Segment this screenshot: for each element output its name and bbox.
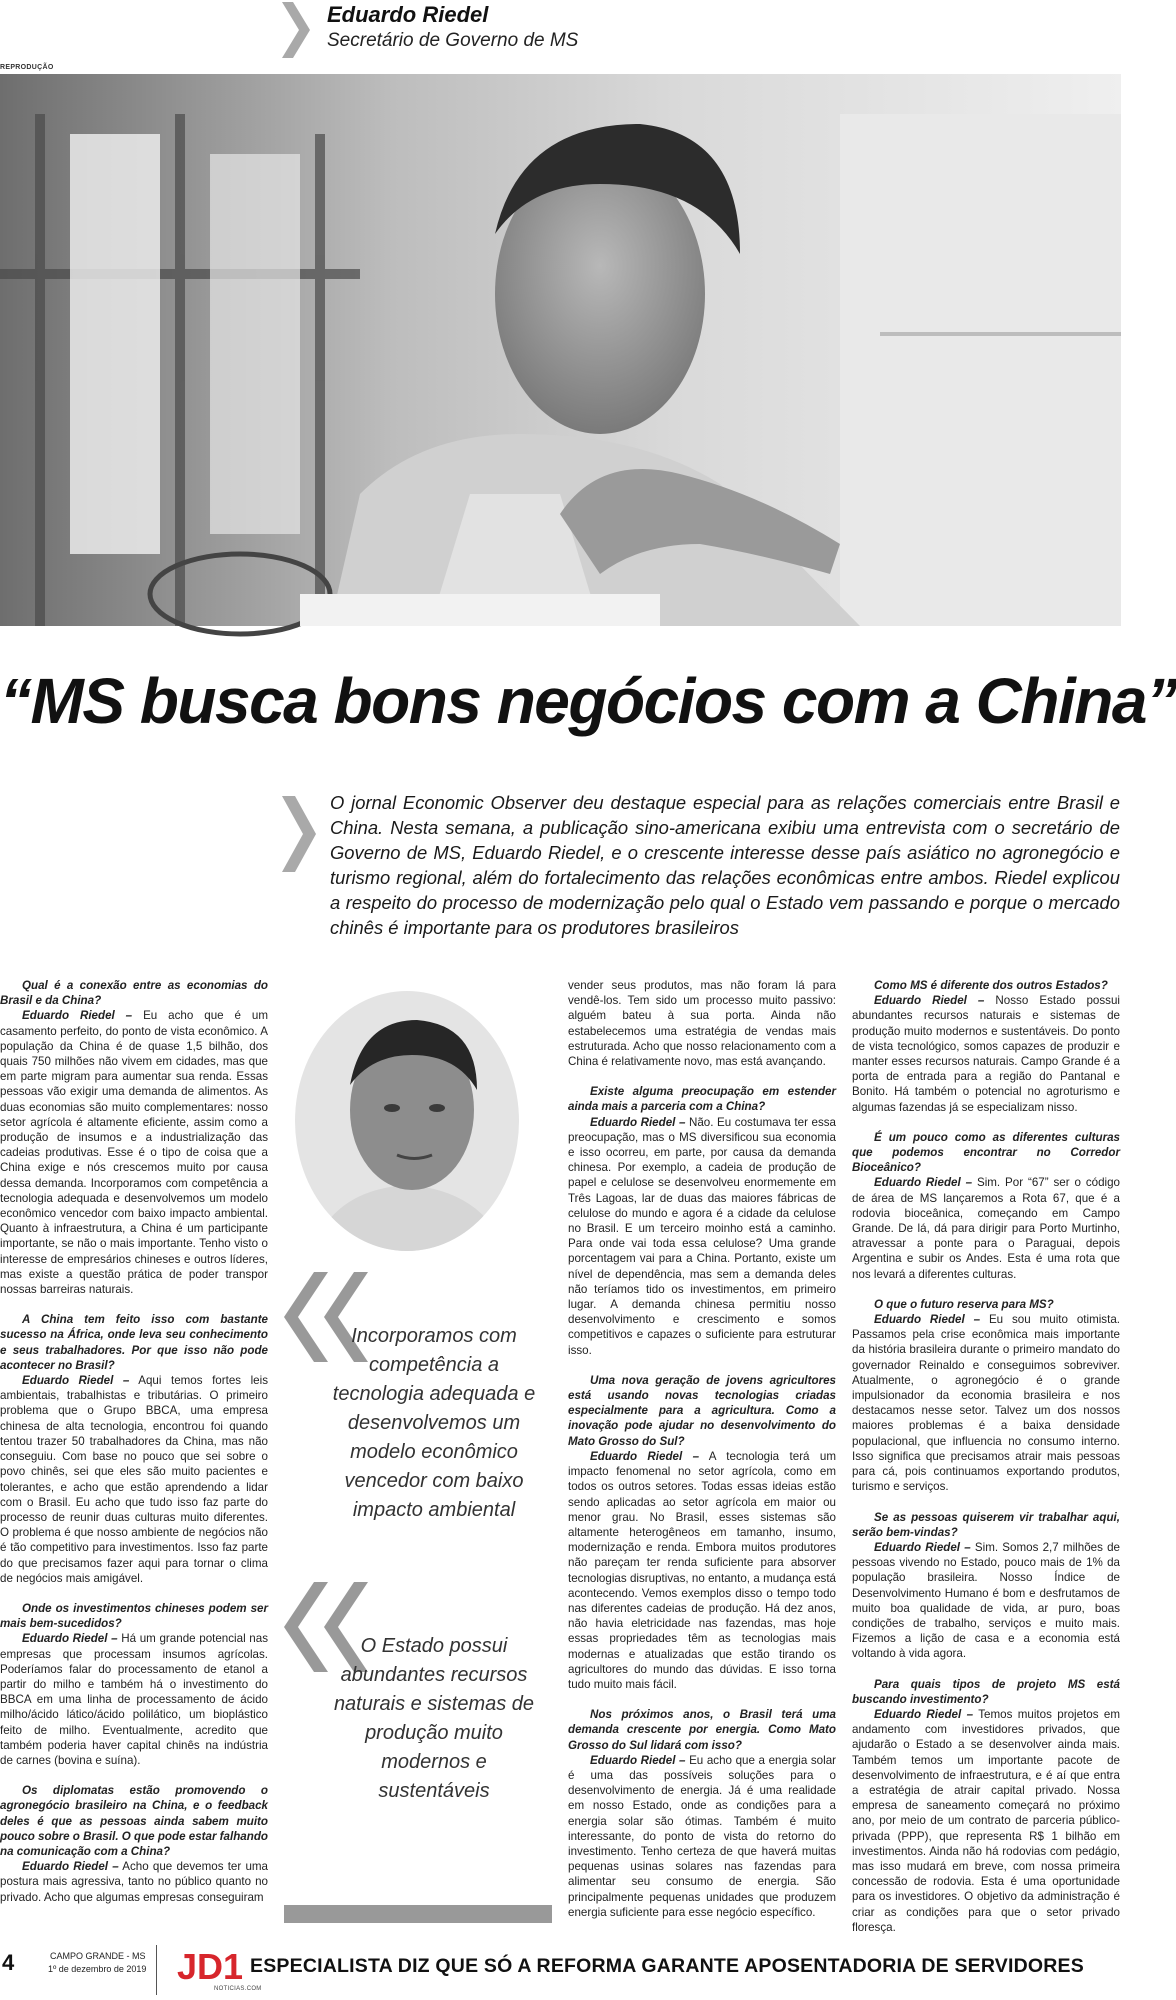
speaker-label: Eduardo Riedel –	[874, 1540, 971, 1554]
answer	[0, 1859, 268, 1905]
chevron-icon	[282, 2, 310, 58]
portrait-photo	[292, 990, 522, 1252]
answer	[852, 1540, 1120, 1662]
question: Os diplomatas estão promovendo o agronegócio brasileiro na China, e o feedback deles é que as pessoas ainda sabem muito pouco sobre o Brasil. O que pode estar falhando na comunicação com a China?	[0, 1784, 268, 1858]
answer	[852, 1175, 1120, 1281]
divider-bar	[284, 1905, 552, 1923]
answer	[852, 1312, 1120, 1494]
answer-text: Não. Eu costumava ter essa preocupação, mas o MS diversificou sua economia e isso ocorreu, em parte, por causa da demanda chinesa. Por exemplo, a cadeia de produção de papel e celulose se desenvolveu enormemente em Três Lagoas, lar de duas das maiores fábricas de celulose do mundo e agora é a cidade da celulose no Brasil. E um terceiro moinho está a caminho. Para onde vai toda essa celulose? Uma grande porcentagem vai para a China. Portanto, existe um nível de dependência, mas sem a demanda deles não teríamos tido os investimentos, em primeiro lugar. A demanda chinesa permitiu nosso desenvolvimento e crescimento e somos competitivos e capazes o suficiente para estruturar isso.	[568, 1115, 837, 1357]
speaker-label: Eduardo Riedel –	[590, 1115, 686, 1129]
footer-headline: ESPECIALISTA DIZ QUE SÓ A REFORMA GARANTE APOSENTADORIA DE SERVIDORES	[250, 1955, 1084, 1977]
chevron-icon	[282, 796, 316, 872]
answer-text: Sim. Somos 2,7 milhões de pessoas vivendo no Estado, pouco mais de 1% da população brasileira. Nosso Índice de Desenvolvimento Humano é bom e desfrutamos de muito boa qualidade de vida, ar puro, boas condições de trabalho, serviços e muito mais. Fizemos a lição de casa e a economia está voltando à vida agora.	[852, 1540, 1120, 1661]
pull-quote: Incorporamos com competência a tecnologia adequada e desenvolvemos um modelo econômico vencedor com baixo impacto ambiental	[332, 1325, 536, 1521]
answer	[568, 1115, 836, 1358]
question: É um pouco como as diferentes culturas que podemos encontrar no Corredor Bioceânico?	[852, 1130, 1120, 1175]
svg-text:JD1: JD1	[177, 1946, 244, 1987]
speaker-label: Eduardo Riedel –	[874, 1313, 981, 1327]
answer	[568, 1449, 836, 1692]
footer-city: CAMPO GRANDE - MS	[50, 1951, 146, 1961]
lead-paragraph: O jornal Economic Observer deu destaque especial para as relações comerciais entre Brasil e China. Nesta semana, a publicação sino-americana exibiu uma entrevista com o secretário de Governo de MS, Eduardo Riedel, e o crescente interesse desse país asiático no agronegócio e turismo regional, além do fortalecimento das relações econômicas entre ambos. Riedel explicou a respeito do processo de modernização pelo qual o Estado vem passando e porque o mercado chinês é importante para os produtores brasileiros	[330, 792, 1120, 938]
answer	[568, 1753, 836, 1920]
speaker-label: Eduardo Riedel –	[874, 1707, 974, 1721]
speaker-label: Eduardo Riedel –	[22, 1374, 130, 1388]
speaker-label: Eduardo Riedel –	[590, 1449, 700, 1463]
speaker-label: Eduardo Riedel –	[22, 1009, 133, 1023]
answer-continued: vender seus produtos, mas não foram lá para vendê-los. Tem sido um processo muito passivo: alguém bateu à sua porta. Ainda não estabelecemos uma estratégia de vendas mais estruturada. Acho que nosso relacionamento com a China é relativamente novo, mas está avançando.	[568, 979, 836, 1069]
question: Qual é a conexão entre as economias do Brasil e da China?	[0, 979, 268, 1008]
answer-text: Sim. Por “67” ser o código de área de MS lançaremos a Rota 67, que é a rodovia bioceânica, começando em Campo Grande. De lá, dá para dirigir para Porto Murtinho, atravessar a ponte para o Paraguai, depois Argentina e subir os Andes. Esta é uma rota que nos levará a diferentes culturas.	[852, 1176, 1121, 1281]
page-number: 4	[2, 1950, 15, 1975]
answer-text: Aqui temos fortes leis ambientais, trabalhistas e tributárias. O primeiro problema que o Grupo BBCA, uma empresa chinesa de alta tecnologia, encontrou foi quando tentou trazer 50 trabalhadores da China, mas não conseguiu. Com base no pouco que sei sobre o povo chinês, sei que eles são muito pacientes e tolerantes, e acho que estão aprendendo a lidar com o Brasil. Eu acho que tudo isso faz parte do processo de reunir duas culturas muito diferentes. O problema é que nosso ambiente de negócios não é tão competitivo para investimentos. Isso faz parte do que precisamos fazer aqui para tornar o clima de negócios mais amigável.	[0, 1374, 268, 1585]
hero-photo	[0, 74, 1121, 626]
interviewee-name: Eduardo Riedel	[327, 2, 489, 27]
answer-text: Nosso Estado possui abundantes recursos naturais e sistemas de produção muito modernos e sustentáveis. Do ponto de vista tecnológico, somos capazes de produzir e manter esses recursos naturais. Campo Grande é a porta de entrada para a região do Pantanal e Bonito. Há também o potencial no agroturismo e algumas fazendas já se especializam nisso.	[852, 994, 1120, 1114]
answer-text: Acho que devemos ter uma postura mais agressiva, tanto no público quanto no privado. Acho que algumas empresas conseguiram	[0, 1860, 269, 1904]
question: Nos próximos anos, o Brasil terá uma demanda crescente por energia. Como Mato Grosso do Sul lidará com isso?	[568, 1708, 836, 1752]
speaker-label: Eduardo Riedel –	[874, 1176, 973, 1190]
answer	[0, 1373, 268, 1586]
answer	[0, 1008, 268, 1297]
answer-text: A tecnologia terá um impacto fenomenal no setor agrícola, como em todos os outros setores. Todas essas ideias estão sendo aplicadas ao setor agrícola em maior ou menor grau. No Brasil, esses sistemas são altamente heterogêneos em tamanho, insumo, modernização e renda. Embora muitos produtores não pareçam ter renda suficiente para absorver tecnologias disruptivas, no entanto, a mudança está acontecendo. Vemos exemplos disso o tempo todo nas diferentes cadeias de produção. Há dez anos, não havia eletricidade nas fazendas, mas hoje essas propriedades têm as tecnologias mais modernas e atualizadas que estão tirando os agricultores do mundo das dúvidas. E isso torna tudo muito mais fácil.	[568, 1449, 836, 1691]
interviewee-role: Secretário de Governo de MS	[327, 30, 579, 51]
article-column-4	[852, 978, 1120, 1935]
article-column-1	[0, 978, 268, 1905]
answer-text: Eu sou muito otimista. Passamos pela crise econômica mais importante da história brasileira durante o primeiro mandato do governador Reinaldo e conseguimos sobreviver. Atualmente, o agronegócio é o grande impulsionador da economia brasileira e nos destacamos nesse setor. Talvez um dos nossos maiores problemas é a baixa densidade populacional, que influencia no consumo interno. Isso significa que precisamos atrair mais pessoas para cá, pois continuamos exportando produtos, turismo e serviços.	[852, 1313, 1120, 1494]
question: Existe alguma preocupação em estender ainda mais a parceria com a China?	[568, 1085, 836, 1114]
article-column-3	[568, 978, 836, 1920]
speaker-label: Eduardo Riedel –	[22, 1860, 119, 1874]
question: O que o futuro reserva para MS?	[874, 1297, 1054, 1311]
answer-text: Há um grande potencial nas empresas que processam insumos agrícolas. Poderíamos falar do processamento de etanol a partir do milho e também há o investimento do BBCA em uma linha de processamento de ácido milho/ácido lático/ácido polilático, um bioplástico feito de milho. Eventualmente, acredito que também poderia haver capital chinês na indústria de carnes (bovina e suína).	[0, 1632, 269, 1767]
answer	[852, 1707, 1120, 1935]
question: A China tem feito isso com bastante sucesso na África, onde leva seu conhecimento e seus trabalhadores. Por que isso não pode acontecer no Brasil?	[0, 1313, 268, 1372]
headline: “MS busca bons negócios com a China”	[0, 665, 1176, 737]
answer-text: Temos muitos projetos em andamento com investidores privados, que ajudarão o Estado a se desenvolver ainda mais. Também temos um importante pacote de desenvolvimento de infraestrutura, e é aí que entra a estratégia de atrair capital privado. Nossa empresa de saneamento começará no próximo ano, por meio de um contrato de parceria público-privada (PPP), que representa R$ 1 bilhão em investimentos. Ainda não há rodovias com pedágio, mas isso mudará em breve, com nossa primeira concessão de rodovia. Esta é uma oportunidade para os investidores. O objetivo da administração é criar as condições para que o setor privado floresça.	[852, 1707, 1121, 1934]
speaker-label: Eduardo Riedel –	[590, 1753, 686, 1767]
logo-subtitle: NOTICIAS.COM	[214, 1986, 262, 1992]
question: Para quais tipos de projeto MS está buscando investimento?	[852, 1677, 1120, 1706]
answer-text: Eu acho que é um casamento perfeito, do ponto de vista econômico. A população da China é de quase 1,5 bilhão, dos quais 750 milhões não vivem em cidades, mas que em parte migram para aumentar sua renda. Essas pessoas vão exigir uma demanda de alimentos. As duas economias são muito complementares: nosso setor agrícola é altamente eficiente, assim como a produção de insumos e a industrialização das cadeias produtivas. Esse é o tipo de coisa que a China exige e nós crescemos muito por causa dessa demanda. Incorporamos com competência a tecnologia adequada e desenvolvemos um modelo econômico vencedor com baixo impacto ambiental. Quanto à infraestrutura, a China é um participante importante, se não o mais importante. Tenho visto o interesse de empresários chineses e outros líderes, mas existe a questão prática de poder transpor nossas barreiras naturais.	[0, 1009, 268, 1297]
question: Se as pessoas quiserem vir trabalhar aqui, serão bem-vindas?	[852, 1510, 1120, 1539]
answer-text: Eu acho que a energia solar é uma das possíveis soluções para o desenvolvimento de energia. Já é uma realidade em nosso Estado, onde as condições para a energia solar são ótimas. Também é muito interessante, do ponto de vista do retorno do investimento. Tenho certeza de que haverá muitas pequenas usinas solares nas fazendas para alimentar seu consumo de energia. São principalmente pequenas unidades que produzem energia suficiente para esse negócio específico.	[568, 1753, 836, 1919]
footer-date: 1º de dezembro de 2019	[48, 1964, 147, 1974]
footer-divider	[156, 1945, 157, 1995]
speaker-label: Eduardo Riedel –	[22, 1632, 118, 1646]
question: Uma nova geração de jovens agricultores está usando novas tecnologias criadas especialmente para a agricultura. Como a inovação pode ajudar no desenvolvimento do Mato Grosso do Sul?	[568, 1373, 836, 1448]
answer	[852, 993, 1120, 1115]
speaker-label: Eduardo Riedel –	[874, 994, 985, 1008]
pull-quote: O Estado possui abundantes recursos naturais e sistemas de produção muito modernos e sustentáveis	[333, 1635, 535, 1802]
photo-credit: REPRODUÇÃO	[0, 64, 54, 71]
question: Como MS é diferente dos outros Estados?	[874, 979, 1108, 992]
answer	[0, 1631, 268, 1768]
question: Onde os investimentos chineses podem ser mais bem-sucedidos?	[0, 1601, 268, 1631]
